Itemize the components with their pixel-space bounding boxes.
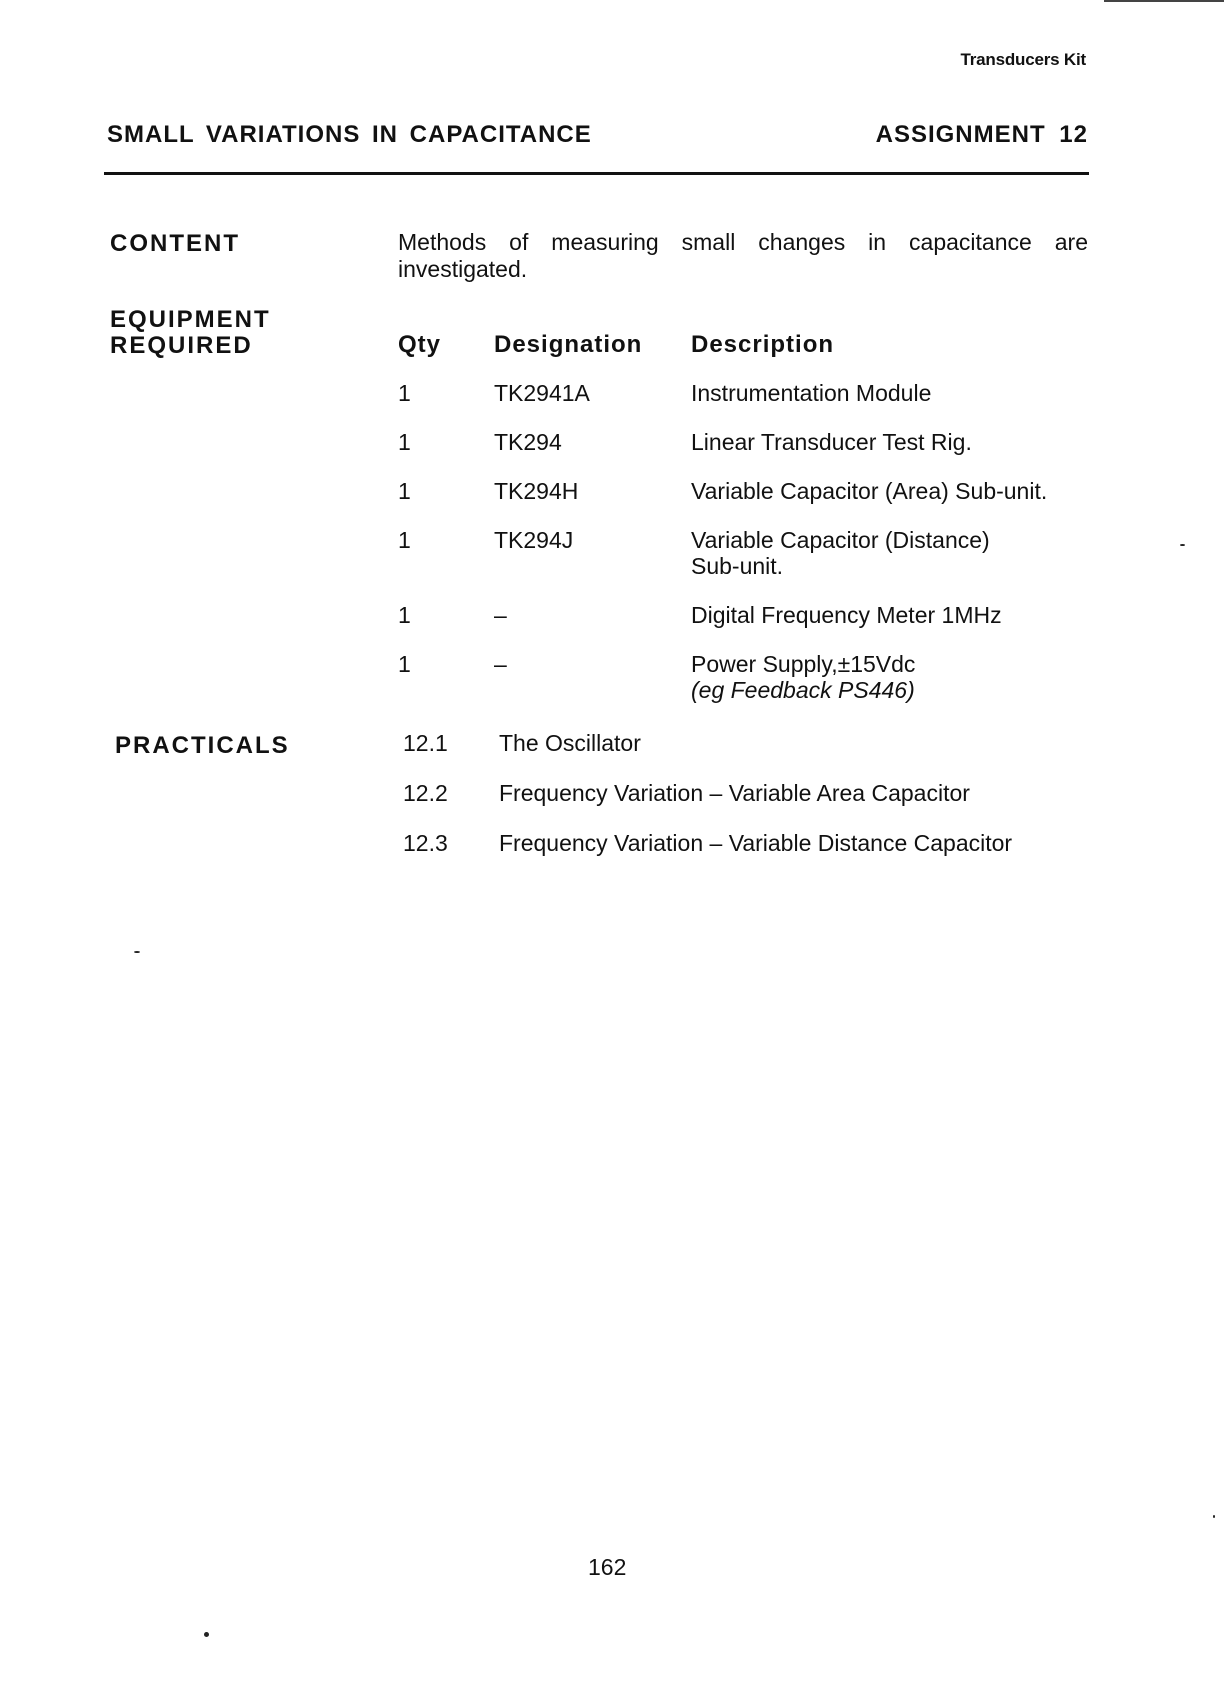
scan-speck <box>204 1632 209 1637</box>
designation-cell: – <box>494 602 507 628</box>
scan-speck <box>1180 544 1185 546</box>
description-main: Power Supply,±15Vdc <box>691 651 916 677</box>
scan-edge-line <box>1104 0 1224 2</box>
qty-cell: 1 <box>398 429 411 455</box>
practical-title: Frequency Variation – Variable Distance Capacitor <box>499 830 1013 856</box>
content-text: Methods of measuring small changes in capacitance are investigated. <box>398 229 1088 282</box>
description-cell <box>691 651 1111 703</box>
designation-cell: – <box>494 651 507 677</box>
practical-number: 12.2 <box>403 780 448 806</box>
description-cell: Variable Capacitor (Distance) Sub-unit. <box>691 527 990 579</box>
assignment-number: ASSIGNMENT 12 <box>875 121 1088 148</box>
qty-cell: 1 <box>398 651 411 677</box>
table-row <box>398 527 1118 579</box>
kit-label: Transducers Kit <box>960 50 1086 69</box>
designation-cell: TK294 <box>494 429 562 455</box>
qty-cell: 1 <box>398 602 411 628</box>
table-row <box>398 651 1118 703</box>
equipment-table <box>398 331 1118 726</box>
equipment-table-header <box>398 331 1118 380</box>
table-row <box>398 380 1118 406</box>
practical-title: The Oscillator <box>499 730 641 756</box>
practicals-label: PRACTICALS <box>115 732 290 759</box>
table-row <box>398 478 1118 504</box>
column-header-qty: Qty <box>398 331 442 358</box>
list-item <box>403 730 1103 780</box>
designation-cell: TK294H <box>494 478 579 504</box>
qty-cell: 1 <box>398 478 411 504</box>
header-divider <box>104 172 1089 175</box>
qty-cell: 1 <box>398 380 411 406</box>
table-row <box>398 602 1118 628</box>
table-row <box>398 429 1118 455</box>
column-header-description: Description <box>691 331 835 358</box>
scan-speck <box>134 951 140 953</box>
list-item <box>403 780 1103 830</box>
description-cell: Digital Frequency Meter 1MHz <box>691 602 1002 628</box>
description-note: (eg Feedback PS446) <box>691 677 915 703</box>
description-cell: Instrumentation Module <box>691 380 932 406</box>
practical-number: 12.1 <box>403 730 448 756</box>
description-cell: Variable Capacitor (Area) Sub-unit. <box>691 478 1048 504</box>
column-header-designation: Designation <box>494 331 643 358</box>
practicals-list <box>403 730 1103 880</box>
content-label: CONTENT <box>110 230 240 257</box>
equipment-label <box>110 307 271 359</box>
qty-cell: 1 <box>398 527 411 553</box>
equipment-label-line2: REQUIRED <box>110 332 253 359</box>
designation-cell: TK2941A <box>494 380 590 406</box>
practical-title: Frequency Variation – Variable Area Capacitor <box>499 780 970 806</box>
practical-number: 12.3 <box>403 830 448 856</box>
description-cell: Linear Transducer Test Rig. <box>691 429 972 455</box>
list-item <box>403 830 1103 880</box>
scan-speck <box>1213 1515 1215 1518</box>
page-number: 162 <box>588 1554 627 1580</box>
page-title: SMALL VARIATIONS IN CAPACITANCE <box>107 121 592 148</box>
designation-cell: TK294J <box>494 527 574 553</box>
equipment-label-line1: EQUIPMENT <box>110 306 271 333</box>
